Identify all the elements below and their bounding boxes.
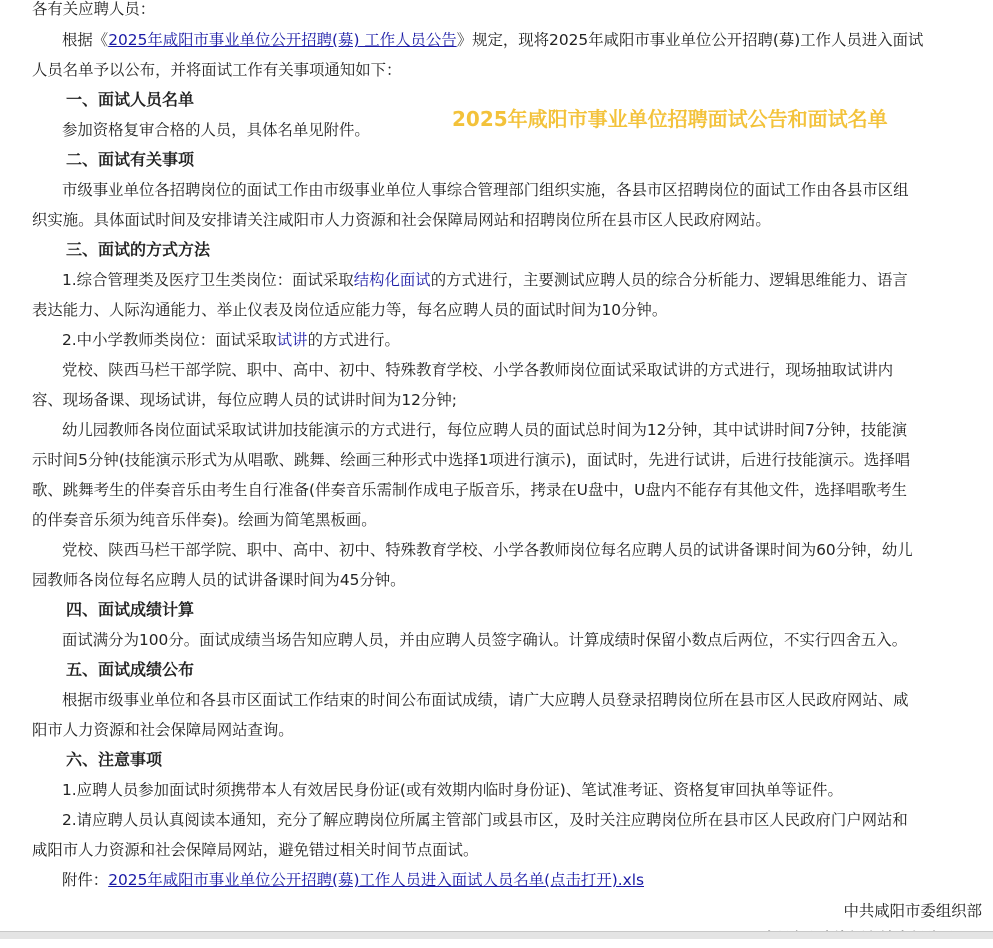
section-3-para-3-line-1: 党校、陕西马栏干部学院、职中、高中、初中、特殊教育学校、小学各教师岗位面试采取试讲的方式进行，现场抽取试讲内 bbox=[62, 361, 894, 379]
section-6-item-1: 1.应聘人员参加面试时须携带本人有效居民身份证(或有效期内临时身份证)、笔试准考证、资格复审回执单等证件。 bbox=[62, 781, 843, 799]
section-3-para-4-line-1: 幼儿园教师各岗位面试采取试讲加技能演示的方式进行，每位应聘人员的面试总时间为12分钟，其中试讲时间7分钟，技能演 bbox=[62, 421, 908, 439]
section-3-item-1-line-2: 表达能力、人际沟通能力、举止仪表及岗位适应能力等，每名应聘人员的面试时间为10分钟。 bbox=[32, 301, 668, 319]
section-1-text: 参加资格复审合格的人员，具体名单见附件。 bbox=[62, 121, 370, 139]
section-2-line-2: 织实施。具体面试时间及安排请关注咸阳市人力资源和社会保障局网站和招聘岗位所在县市区人民政府网站。 bbox=[32, 211, 771, 229]
attachment-download-link[interactable]: 2025年咸阳市事业单位公开招聘(募)工作人员进入面试人员名单(点击打开).xls bbox=[108, 871, 644, 889]
section-6-item-2-line-1: 2.请应聘人员认真阅读本通知，充分了解应聘岗位所属主管部门或县市区，及时关注应聘岗位所在县市区人民政府门户网站和 bbox=[62, 811, 908, 829]
structured-interview-keyword[interactable]: 结构化面试 bbox=[353, 271, 431, 289]
section-2-heading: 二、面试有关事项 bbox=[66, 150, 195, 169]
section-4-text: 面试满分为100分。面试成绩当场告知应聘人员，并由应聘人员签字确认。计算成绩时保留小数点后两位，不实行四舍五入。 bbox=[62, 631, 908, 649]
section-2-line-1: 市级事业单位各招聘岗位的面试工作由市级事业单位人事综合管理部门组织实施，各县市区招聘岗位的面试工作由各县市区组 bbox=[62, 181, 909, 199]
section-4-heading: 四、面试成绩计算 bbox=[66, 600, 195, 619]
section-3-para-4-line-2: 示时间5分钟(技能演示形式为从唱歌、跳舞、绘画三种形式中选择1项进行演示)，面试时，先进行试讲，后进行技能演示。选择唱 bbox=[32, 451, 911, 469]
section-6-heading: 六、注意事项 bbox=[66, 750, 163, 769]
section-3-item-1-line-1: 1.综合管理类及医疗卫生类岗位：面试采取结构化面试的方式进行，主要测试应聘人员的综合分析能力、逻辑思维能力、语言 bbox=[62, 271, 908, 289]
section-3-para-5-line-1: 党校、陕西马栏干部学院、职中、高中、初中、特殊教育学校、小学各教师岗位每名应聘人员的试讲备课时间为60分钟，幼儿 bbox=[62, 541, 913, 559]
salutation: 各有关应聘人员： bbox=[32, 0, 156, 18]
section-5-heading: 五、面试成绩公布 bbox=[66, 660, 195, 679]
attachment-line: 附件：2025年咸阳市事业单位公开招聘(募)工作人员进入面试人员名单(点击打开).xls bbox=[62, 871, 644, 889]
section-1-heading: 一、面试人员名单 bbox=[66, 90, 195, 109]
section-3-para-4-line-3: 歌、跳舞考生的伴奏音乐由考生自行准备(伴奏音乐需制作成电子版音乐，拷录在U盘中，U盘内不能存有其他文件，选择唱歌考生 bbox=[32, 481, 908, 499]
signature-organization: 中共咸阳市委组织部 bbox=[843, 902, 982, 920]
section-3-item-2: 2.中小学教师类岗位：面试采取试讲的方式进行。 bbox=[62, 331, 400, 349]
section-3-heading: 三、面试的方式方法 bbox=[66, 240, 211, 259]
section-6-item-2-line-2: 咸阳市人力资源和社会保障局网站，避免错过相关时间节点面试。 bbox=[32, 841, 479, 859]
section-3-para-4-line-4: 的伴奏音乐须为纯音乐伴奏)。绘画为简笔黑板画。 bbox=[32, 511, 377, 529]
section-5-line-2: 阳市人力资源和社会保障局网站查询。 bbox=[32, 721, 294, 739]
announcement-link[interactable]: 2025年咸阳市事业单位公开招聘(募) 工作人员公告 bbox=[108, 31, 457, 49]
section-3-para-3-line-2: 容、现场备课、现场试讲，每位应聘人员的试讲时间为12分钟; bbox=[32, 391, 457, 409]
section-3-para-5-line-2: 园教师各岗位每名应聘人员的试讲备课时间为45分钟。 bbox=[32, 571, 406, 589]
trial-lecture-keyword[interactable]: 试讲 bbox=[276, 331, 308, 349]
intro-line-2: 人员名单予以公布，并将面试工作有关事项通知如下： bbox=[32, 61, 402, 79]
intro-line-1: 根据《2025年咸阳市事业单位公开招聘(募) 工作人员公告》规定，现将2025年咸阳市事业单位公开招聘(募)工作人员进入面试 bbox=[62, 31, 924, 49]
watermark-title: 2025年咸阳市事业单位招聘面试公告和面试名单 bbox=[452, 107, 888, 131]
section-5-line-1: 根据市级事业单位和各县市区面试工作结束的时间公布面试成绩，请广大应聘人员登录招聘岗位所在县市区人民政府网站、咸 bbox=[62, 691, 909, 709]
